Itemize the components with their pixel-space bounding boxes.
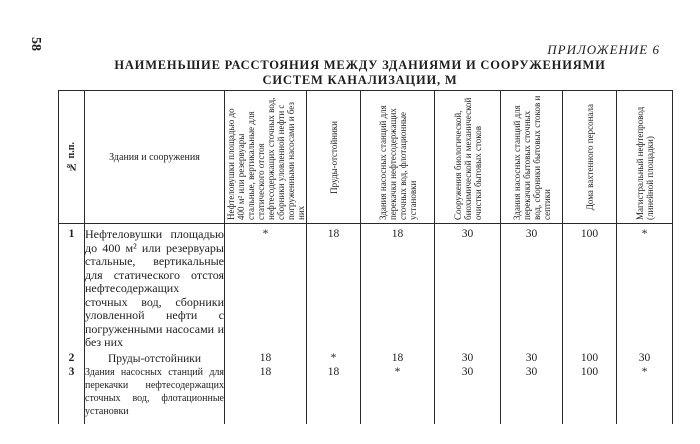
cell-value: * — [617, 366, 673, 424]
row-num: 3 — [59, 366, 85, 424]
distances-table — [58, 90, 673, 424]
row-name: Нефтеловушки площадью до 400 м² или резервуары стальные, вертикальные для статического отстоя нефтесодержащих сточных вод, сборники уловленной нефти с погруженными насосами и без них — [85, 224, 225, 353]
cell-value: 100 — [563, 224, 617, 353]
cell-value: * — [361, 366, 435, 424]
cell-value: 30 — [435, 352, 501, 366]
cell-value: * — [307, 352, 361, 366]
page-number: 58 — [28, 37, 43, 51]
cell-value: 100 — [563, 352, 617, 366]
header-col-7: Магистральный нефтепровод (линейной площадки) — [617, 91, 673, 224]
row-name: Здания насосных станций для перекачки нефтесодержащих сточных вод, флотационные установки — [85, 366, 225, 424]
cell-value: 18 — [225, 352, 307, 366]
cell-value: 18 — [361, 224, 435, 353]
cell-value: 100 — [563, 366, 617, 424]
row-name: Пруды-отстойники — [85, 352, 225, 366]
header-col-1: Нефтеловушки площадью до 400 м² или резервуары стальные, вертикальные для статического отстоя нефтесодержащих сточных вод, сборники уловленной нефти с погруженными насосами и без них — [225, 91, 307, 224]
cell-value: 18 — [361, 352, 435, 366]
cell-value: 18 — [307, 366, 361, 424]
header-col-3: Здания насосных станций для перекачки нефтесодержащих сточных вод, флотационные установки — [361, 91, 435, 224]
header-col-4: Сооружения биологической, биохимической и механической очистки бытовых стоков — [435, 91, 501, 224]
table-title-line1: НАИМЕНЬШИЕ РАССТОЯНИЯ МЕЖДУ ЗДАНИЯМИ И СООРУЖЕНИЯМИ — [114, 58, 606, 72]
row-num: 1 — [59, 224, 85, 353]
table-row — [59, 366, 673, 424]
header-num: № п.п. — [59, 91, 85, 224]
cell-value: * — [617, 224, 673, 353]
header-row — [59, 91, 673, 224]
cell-value: 30 — [501, 224, 563, 353]
header-col-6: Дома вахтенного персонала — [563, 91, 617, 224]
cell-value: * — [225, 224, 307, 353]
cell-value: 30 — [435, 224, 501, 353]
cell-value: 30 — [501, 366, 563, 424]
cell-value: 30 — [501, 352, 563, 366]
cell-value: 18 — [225, 366, 307, 424]
cell-value: 30 — [617, 352, 673, 366]
header-object: Здания и сооружения — [85, 91, 225, 224]
header-col-2: Пруды-отстойники — [307, 91, 361, 224]
cell-value: 18 — [307, 224, 361, 353]
header-col-5: Здания насосных станций для перекачки бытовых сточных вод, сборники бытовых стоков и септики — [501, 91, 563, 224]
cell-value: 30 — [435, 366, 501, 424]
appendix-label: ПРИЛОЖЕНИЕ 6 — [547, 42, 660, 57]
table-row — [59, 352, 673, 366]
table-title-line2: СИСТЕМ КАНАЛИЗАЦИИ, М — [262, 73, 458, 87]
row-num: 2 — [59, 352, 85, 366]
table-row — [59, 224, 673, 353]
